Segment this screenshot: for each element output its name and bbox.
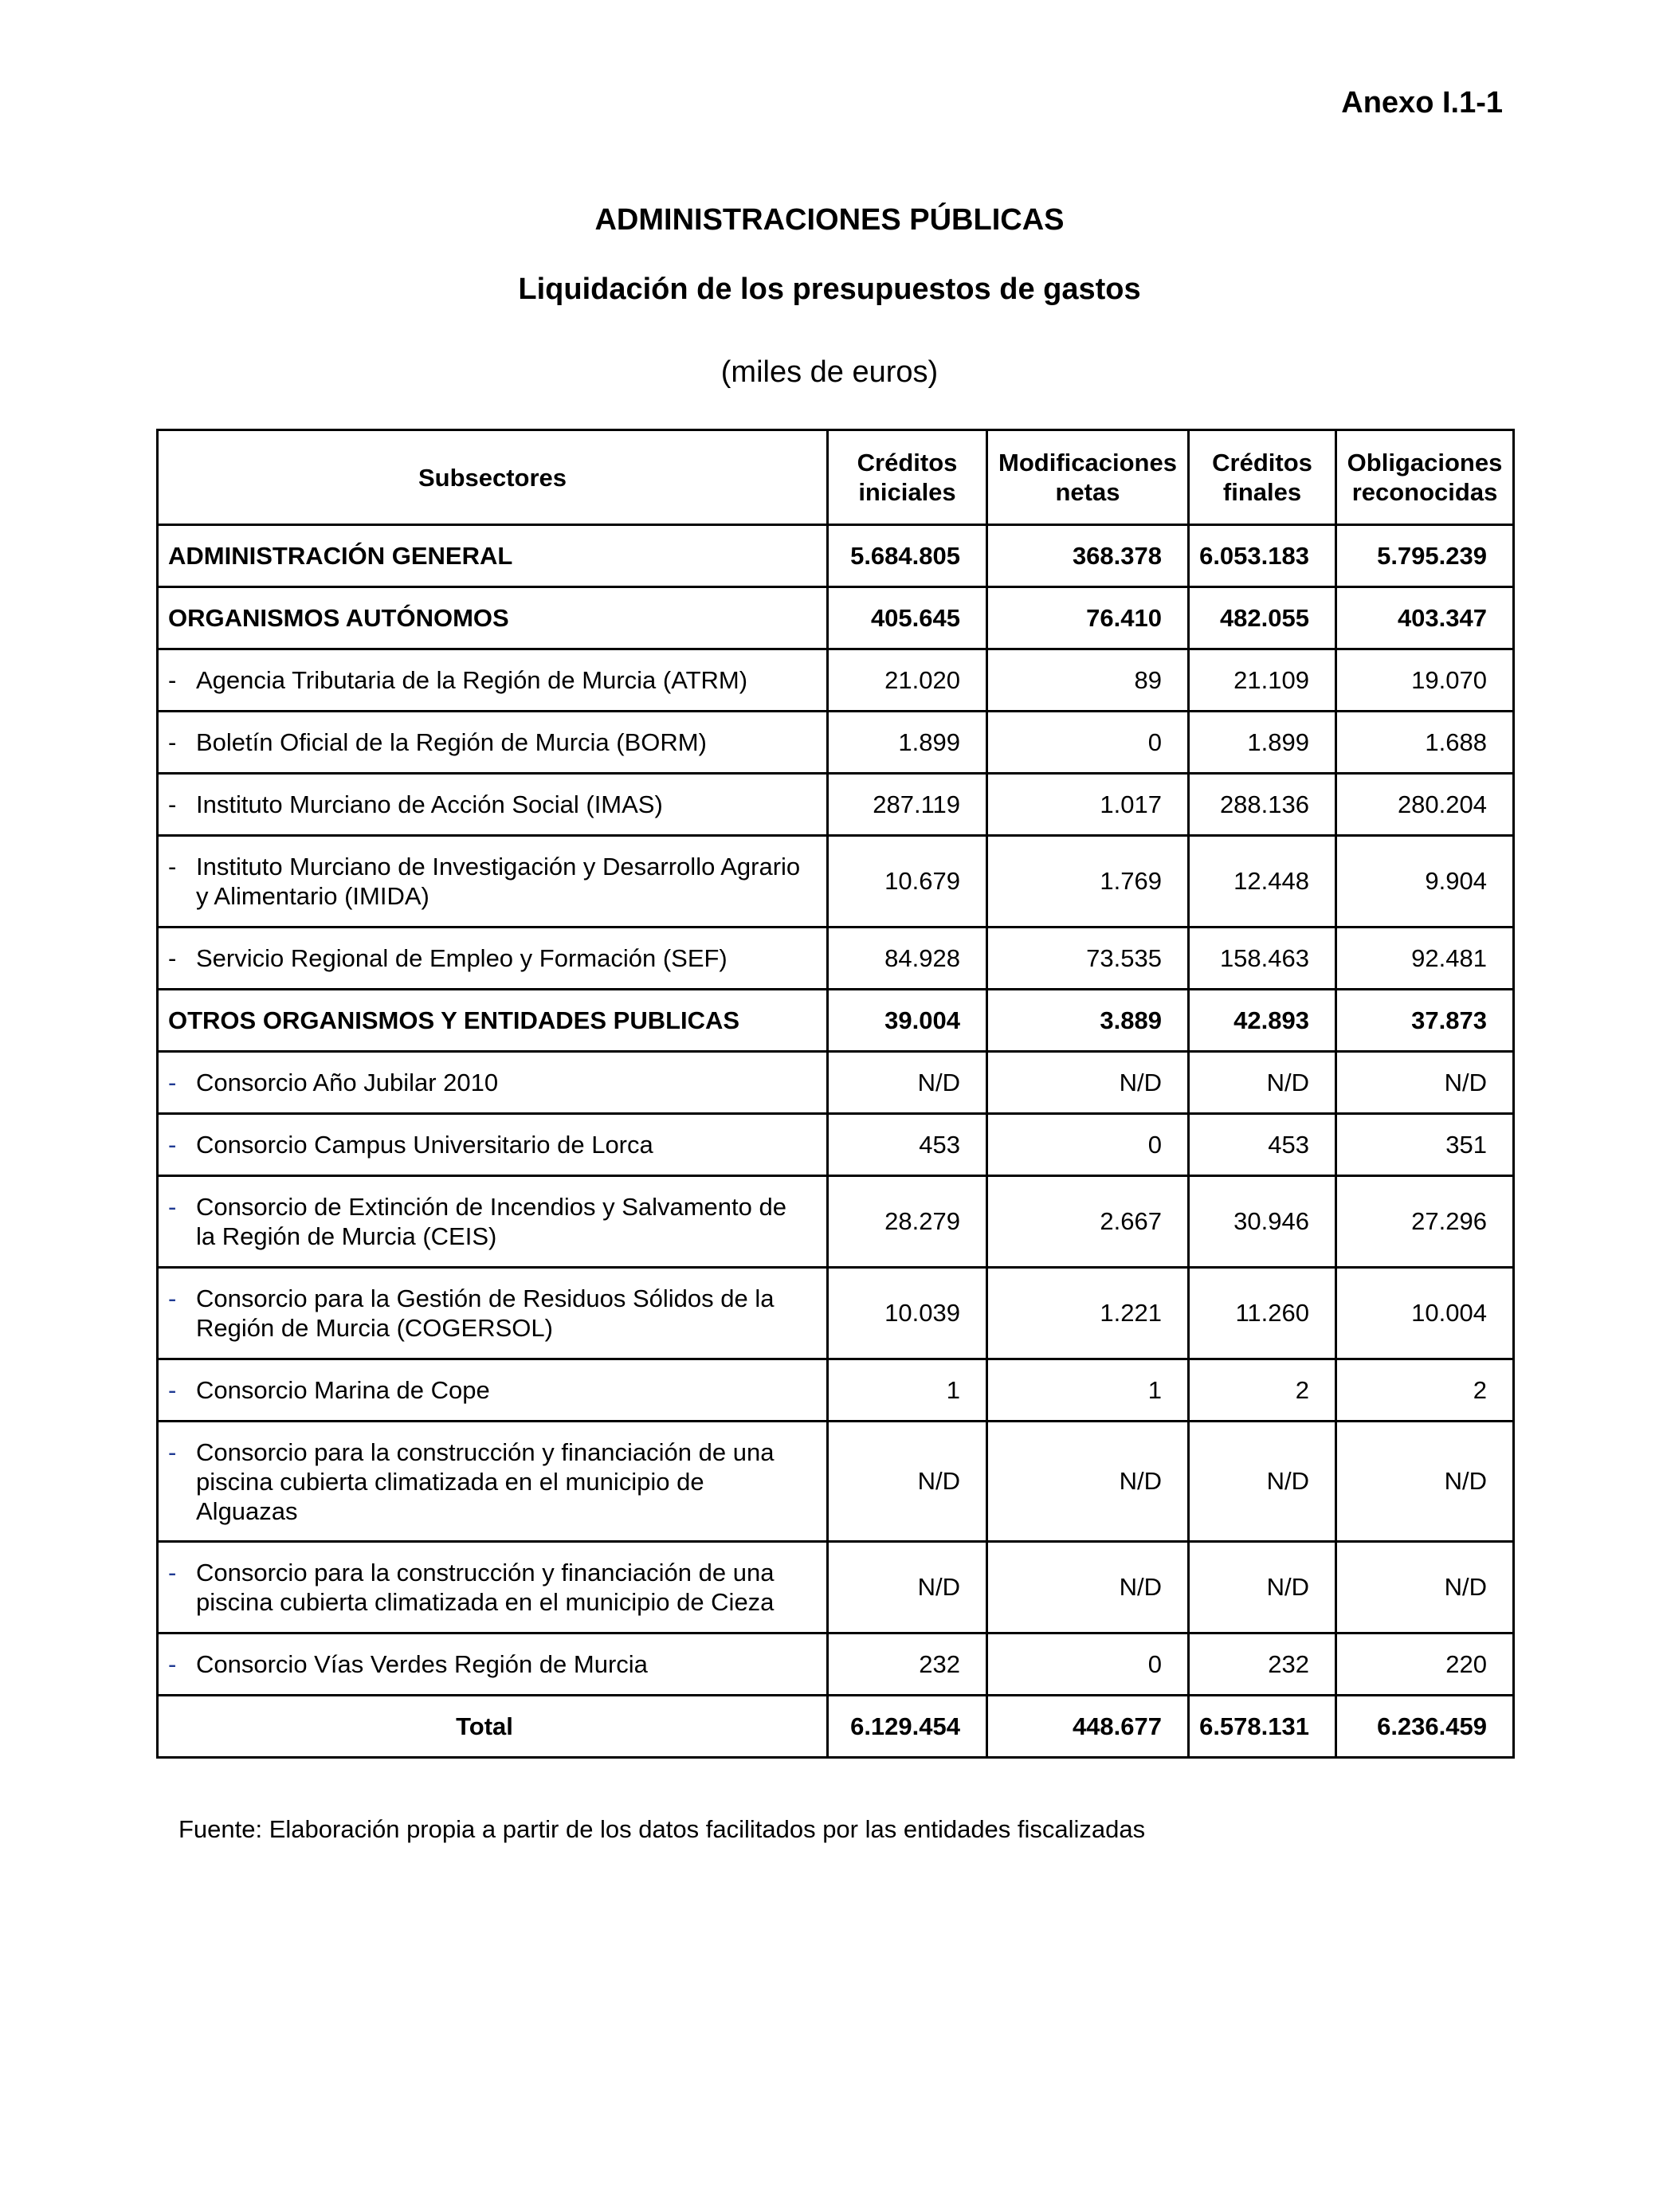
cell-obligaciones-reconocidas: 220: [1336, 1634, 1514, 1696]
row-label: Agencia Tributaria de la Región de Murcia (ATRM): [196, 666, 748, 694]
cell-modificaciones-netas: 73.535: [987, 928, 1189, 990]
cell-obligaciones-reconocidas: N/D: [1336, 1542, 1514, 1634]
cell-obligaciones-reconocidas: 5.795.239: [1336, 525, 1514, 587]
table-row: [158, 1268, 1514, 1359]
row-label-cell: [158, 1634, 828, 1696]
cell-modificaciones-netas: 1.017: [987, 774, 1189, 836]
table-row: [158, 1634, 1514, 1696]
row-dash: -: [168, 728, 177, 756]
table-row: [158, 1359, 1514, 1422]
table-row: [158, 1114, 1514, 1176]
row-label: Instituto Murciano de Acción Social (IMAS): [196, 790, 663, 818]
cell-creditos-iniciales: 287.119: [828, 774, 987, 836]
table-row: [158, 1422, 1514, 1542]
row-label: OTROS ORGANISMOS Y ENTIDADES PUBLICAS: [158, 990, 828, 1052]
source-note: Fuente: Elaboración propia a partir de los datos facilitados por las entidades fiscalizadas: [178, 1815, 1146, 1843]
unit-label: (miles de euros): [720, 355, 939, 389]
row-dash: -: [168, 1650, 177, 1678]
total-creditos-iniciales: 6.129.454: [828, 1696, 987, 1758]
cell-creditos-iniciales: 39.004: [828, 990, 987, 1052]
cell-obligaciones-reconocidas: N/D: [1336, 1422, 1514, 1542]
cell-modificaciones-netas: 1: [987, 1359, 1189, 1422]
row-label: Consorcio Año Jubilar 2010: [196, 1069, 499, 1096]
cell-creditos-finales: 482.055: [1189, 587, 1336, 649]
row-label: Instituto Murciano de Investigación y Desarrollo Agrario y Alimentario (IMIDA): [196, 853, 801, 910]
cell-modificaciones-netas: 2.667: [987, 1176, 1189, 1268]
cell-obligaciones-reconocidas: 92.481: [1336, 928, 1514, 990]
cell-modificaciones-netas: 0: [987, 712, 1189, 774]
table-row: [158, 525, 1514, 587]
cell-creditos-finales: 12.448: [1189, 836, 1336, 928]
row-dash: -: [168, 944, 177, 972]
cell-creditos-iniciales: 1: [828, 1359, 987, 1422]
row-label-cell: [158, 774, 828, 836]
cell-creditos-iniciales: 232: [828, 1634, 987, 1696]
header-modificaciones-netas: Modificaciones netas: [987, 430, 1189, 525]
row-dash: -: [168, 1376, 177, 1404]
cell-obligaciones-reconocidas: 9.904: [1336, 836, 1514, 928]
row-dash: -: [168, 1437, 177, 1466]
page-title: ADMINISTRACIONES PÚBLICAS: [594, 203, 1065, 237]
row-label-cell: [158, 1052, 828, 1114]
cell-creditos-iniciales: N/D: [828, 1542, 987, 1634]
cell-creditos-iniciales: 21.020: [828, 649, 987, 712]
cell-creditos-iniciales: 5.684.805: [828, 525, 987, 587]
table-row: [158, 990, 1514, 1052]
cell-modificaciones-netas: 0: [987, 1114, 1189, 1176]
row-label-cell: [158, 836, 828, 928]
cell-obligaciones-reconocidas: 280.204: [1336, 774, 1514, 836]
row-dash: -: [168, 1069, 177, 1096]
row-label: Boletín Oficial de la Región de Murcia (BORM): [196, 728, 707, 756]
header-creditos-iniciales: Créditos iniciales: [828, 430, 987, 525]
cell-modificaciones-netas: 1.221: [987, 1268, 1189, 1359]
header-obligaciones-reconocidas: Obligaciones reconocidas: [1336, 430, 1514, 525]
page-subtitle: Liquidación de los presupuestos de gastos: [518, 273, 1141, 306]
table-row: [158, 649, 1514, 712]
cell-creditos-iniciales: 84.928: [828, 928, 987, 990]
cell-obligaciones-reconocidas: 37.873: [1336, 990, 1514, 1052]
table-row: [158, 774, 1514, 836]
cell-obligaciones-reconocidas: 2: [1336, 1359, 1514, 1422]
cell-modificaciones-netas: N/D: [987, 1542, 1189, 1634]
row-label: Consorcio Marina de Cope: [196, 1376, 490, 1404]
row-label-cell: [158, 1542, 828, 1634]
header-creditos-finales: Créditos finales: [1189, 430, 1336, 525]
cell-obligaciones-reconocidas: N/D: [1336, 1052, 1514, 1114]
cell-creditos-finales: 11.260: [1189, 1268, 1336, 1359]
cell-obligaciones-reconocidas: 351: [1336, 1114, 1514, 1176]
budget-table: [156, 429, 1515, 1759]
cell-obligaciones-reconocidas: 1.688: [1336, 712, 1514, 774]
table-row: [158, 1542, 1514, 1634]
annex-label: Anexo I.1-1: [1341, 86, 1503, 120]
cell-creditos-finales: 158.463: [1189, 928, 1336, 990]
row-label-cell: [158, 712, 828, 774]
cell-modificaciones-netas: 89: [987, 649, 1189, 712]
cell-creditos-finales: 1.899: [1189, 712, 1336, 774]
row-label-cell: [158, 1114, 828, 1176]
row-label: ADMINISTRACIÓN GENERAL: [158, 525, 828, 587]
cell-modificaciones-netas: N/D: [987, 1422, 1189, 1542]
table-row: [158, 1176, 1514, 1268]
row-dash: -: [168, 1131, 177, 1159]
cell-creditos-iniciales: 10.039: [828, 1268, 987, 1359]
row-label: Consorcio de Extinción de Incendios y Salvamento de la Región de Murcia (CEIS): [196, 1193, 786, 1250]
row-label: Consorcio Vías Verdes Región de Murcia: [196, 1650, 648, 1678]
cell-creditos-iniciales: 453: [828, 1114, 987, 1176]
cell-creditos-iniciales: N/D: [828, 1052, 987, 1114]
table-row: [158, 836, 1514, 928]
total-modificaciones-netas: 448.677: [987, 1696, 1189, 1758]
cell-obligaciones-reconocidas: 403.347: [1336, 587, 1514, 649]
cell-creditos-iniciales: 28.279: [828, 1176, 987, 1268]
row-dash: -: [168, 1193, 177, 1221]
cell-modificaciones-netas: 0: [987, 1634, 1189, 1696]
cell-creditos-finales: 2: [1189, 1359, 1336, 1422]
row-dash: -: [168, 790, 177, 818]
row-dash: -: [168, 1284, 177, 1312]
cell-obligaciones-reconocidas: 27.296: [1336, 1176, 1514, 1268]
cell-modificaciones-netas: 368.378: [987, 525, 1189, 587]
cell-creditos-finales: N/D: [1189, 1052, 1336, 1114]
row-label: ORGANISMOS AUTÓNOMOS: [158, 587, 828, 649]
table-row: [158, 1052, 1514, 1114]
cell-obligaciones-reconocidas: 10.004: [1336, 1268, 1514, 1359]
row-label: Consorcio Campus Universitario de Lorca: [196, 1131, 653, 1159]
row-dash: -: [168, 853, 177, 880]
row-label-cell: [158, 649, 828, 712]
cell-modificaciones-netas: 3.889: [987, 990, 1189, 1052]
cell-creditos-finales: N/D: [1189, 1542, 1336, 1634]
row-label: Consorcio para la construcción y financiación de una piscina cubierta climatizada en el municipio de Alguazas: [196, 1437, 775, 1525]
row-label-cell: [158, 1268, 828, 1359]
table-row: [158, 712, 1514, 774]
cell-creditos-finales: 6.053.183: [1189, 525, 1336, 587]
cell-creditos-finales: 288.136: [1189, 774, 1336, 836]
cell-modificaciones-netas: N/D: [987, 1052, 1189, 1114]
cell-creditos-finales: N/D: [1189, 1422, 1336, 1542]
row-dash: -: [168, 1559, 177, 1586]
row-label-cell: [158, 1422, 828, 1542]
cell-creditos-finales: 30.946: [1189, 1176, 1336, 1268]
row-label-cell: [158, 1359, 828, 1422]
cell-creditos-iniciales: 1.899: [828, 712, 987, 774]
total-label: Total: [158, 1696, 828, 1758]
cell-creditos-iniciales: N/D: [828, 1422, 987, 1542]
cell-creditos-finales: 232: [1189, 1634, 1336, 1696]
cell-obligaciones-reconocidas: 19.070: [1336, 649, 1514, 712]
row-dash: -: [168, 666, 177, 694]
row-label: Consorcio para la Gestión de Residuos Sólidos de la Región de Murcia (COGERSOL): [196, 1284, 775, 1342]
table-row: [158, 587, 1514, 649]
row-label-cell: [158, 928, 828, 990]
cell-creditos-iniciales: 10.679: [828, 836, 987, 928]
row-label-cell: [158, 1176, 828, 1268]
cell-modificaciones-netas: 1.769: [987, 836, 1189, 928]
row-label: Consorcio para la construcción y financiación de una piscina cubierta climatizada en el municipio de Cieza: [196, 1559, 775, 1616]
cell-creditos-finales: 453: [1189, 1114, 1336, 1176]
cell-creditos-finales: 42.893: [1189, 990, 1336, 1052]
cell-creditos-finales: 21.109: [1189, 649, 1336, 712]
row-label: Servicio Regional de Empleo y Formación (SEF): [196, 944, 728, 972]
table-header-row: [158, 430, 1514, 525]
header-subsectores: Subsectores: [158, 430, 828, 525]
table-row: [158, 928, 1514, 990]
total-row: [158, 1696, 1514, 1758]
total-obligaciones-reconocidas: 6.236.459: [1336, 1696, 1514, 1758]
total-creditos-finales: 6.578.131: [1189, 1696, 1336, 1758]
cell-modificaciones-netas: 76.410: [987, 587, 1189, 649]
cell-creditos-iniciales: 405.645: [828, 587, 987, 649]
